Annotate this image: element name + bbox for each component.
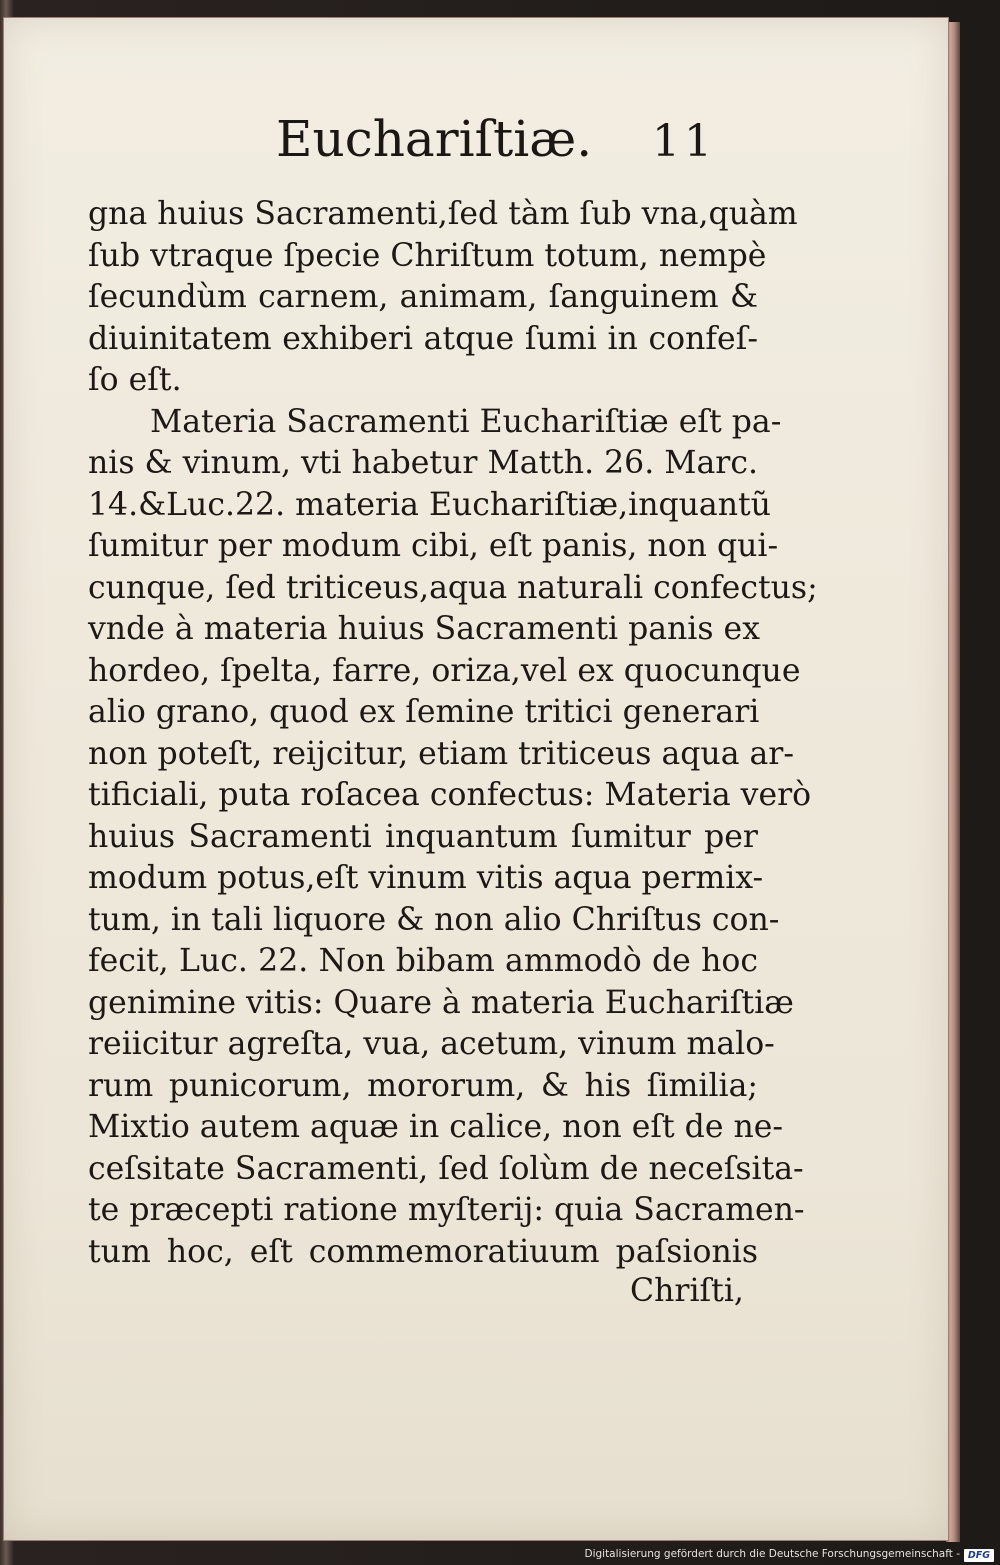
text-line: genimine vitis: Quare à materia Euchariſtiæ (88, 984, 794, 1021)
text-line: tificiali, puta roſacea confectus: Materia verò (88, 777, 812, 813)
page-number: 11 (652, 116, 716, 167)
text-line: ceſsitate Sacramenti, ſed ſolùm de neceſsita- (88, 1150, 804, 1187)
text-line: 14.&Luc.22. materia Euchariſtiæ,inquantũ (88, 486, 771, 523)
page-header (4, 110, 948, 180)
text-line: hordeo, ſpelta, farre, oriza,vel ex quocunque (88, 652, 801, 689)
text-line: ſo eſt. (88, 362, 182, 398)
text-line: tum, in tali liquore & non alio Chriſtus con- (88, 901, 780, 938)
text-line: tum hoc, eſt commemoratiuum paſsionis (88, 1233, 758, 1270)
text-line: modum potus,eſt vinum vitis aqua permix- (88, 860, 764, 896)
page-edge (946, 22, 960, 1542)
text-line: diuinitatem exhiberi atque ſumi in confeſ- (88, 320, 758, 357)
text-line: reiicitur agreſta, vua, acetum, vinum malo- (88, 1026, 775, 1062)
running-head: Euchariſtiæ. (276, 110, 593, 168)
text-line: gna huius Sacramenti,ſed tàm ſub vna,quàm (88, 196, 798, 232)
text-line: ſumitur per modum cibi, eſt panis, non qui- (88, 528, 779, 564)
text-line: cunque, ſed triticeus,aqua naturali confectus; (88, 569, 818, 606)
text-line: te præcepti ratione myſterij: quia Sacramen- (88, 1192, 805, 1228)
body-text (88, 194, 818, 1273)
text-line: huius Sacramenti inquantum ſumitur per (88, 818, 758, 855)
funding-credit: Digitalisierung gefördert durch die Deutsche Forschungsgemeinschaft - (584, 1548, 960, 1560)
book-page (4, 18, 948, 1540)
text-line: alio grano, quod ex ſemine tritici generari (88, 694, 760, 730)
text-line: nis & vinum, vti habetur Matth. 26. Marc. (88, 445, 758, 481)
dfg-logo-icon: DFG (964, 1549, 994, 1562)
catchword: Chriſti, (630, 1273, 744, 1309)
text-line: vnde à materia huius Sacramenti panis ex (88, 611, 760, 647)
text-line: Mixtio autem aquæ in calice, non eſt de ne- (88, 1109, 784, 1145)
text-line: non poteſt, reijcitur, etiam triticeus aqua ar- (88, 735, 794, 772)
text-line: rum punicorum, mororum, & his ſimilia; (88, 1067, 758, 1104)
text-line: ſub vtraque ſpecie Chriſtum totum, nempè (88, 237, 767, 274)
text-line: fecit, Luc. 22. Non bibam ammodò de hoc (88, 943, 758, 979)
digitization-footer (0, 1548, 1000, 1565)
text-line: Materia Sacramenti Euchariſtiæ eſt pa- (150, 403, 782, 440)
text-line: ſecundùm carnem, animam, ſanguinem & (88, 279, 758, 315)
